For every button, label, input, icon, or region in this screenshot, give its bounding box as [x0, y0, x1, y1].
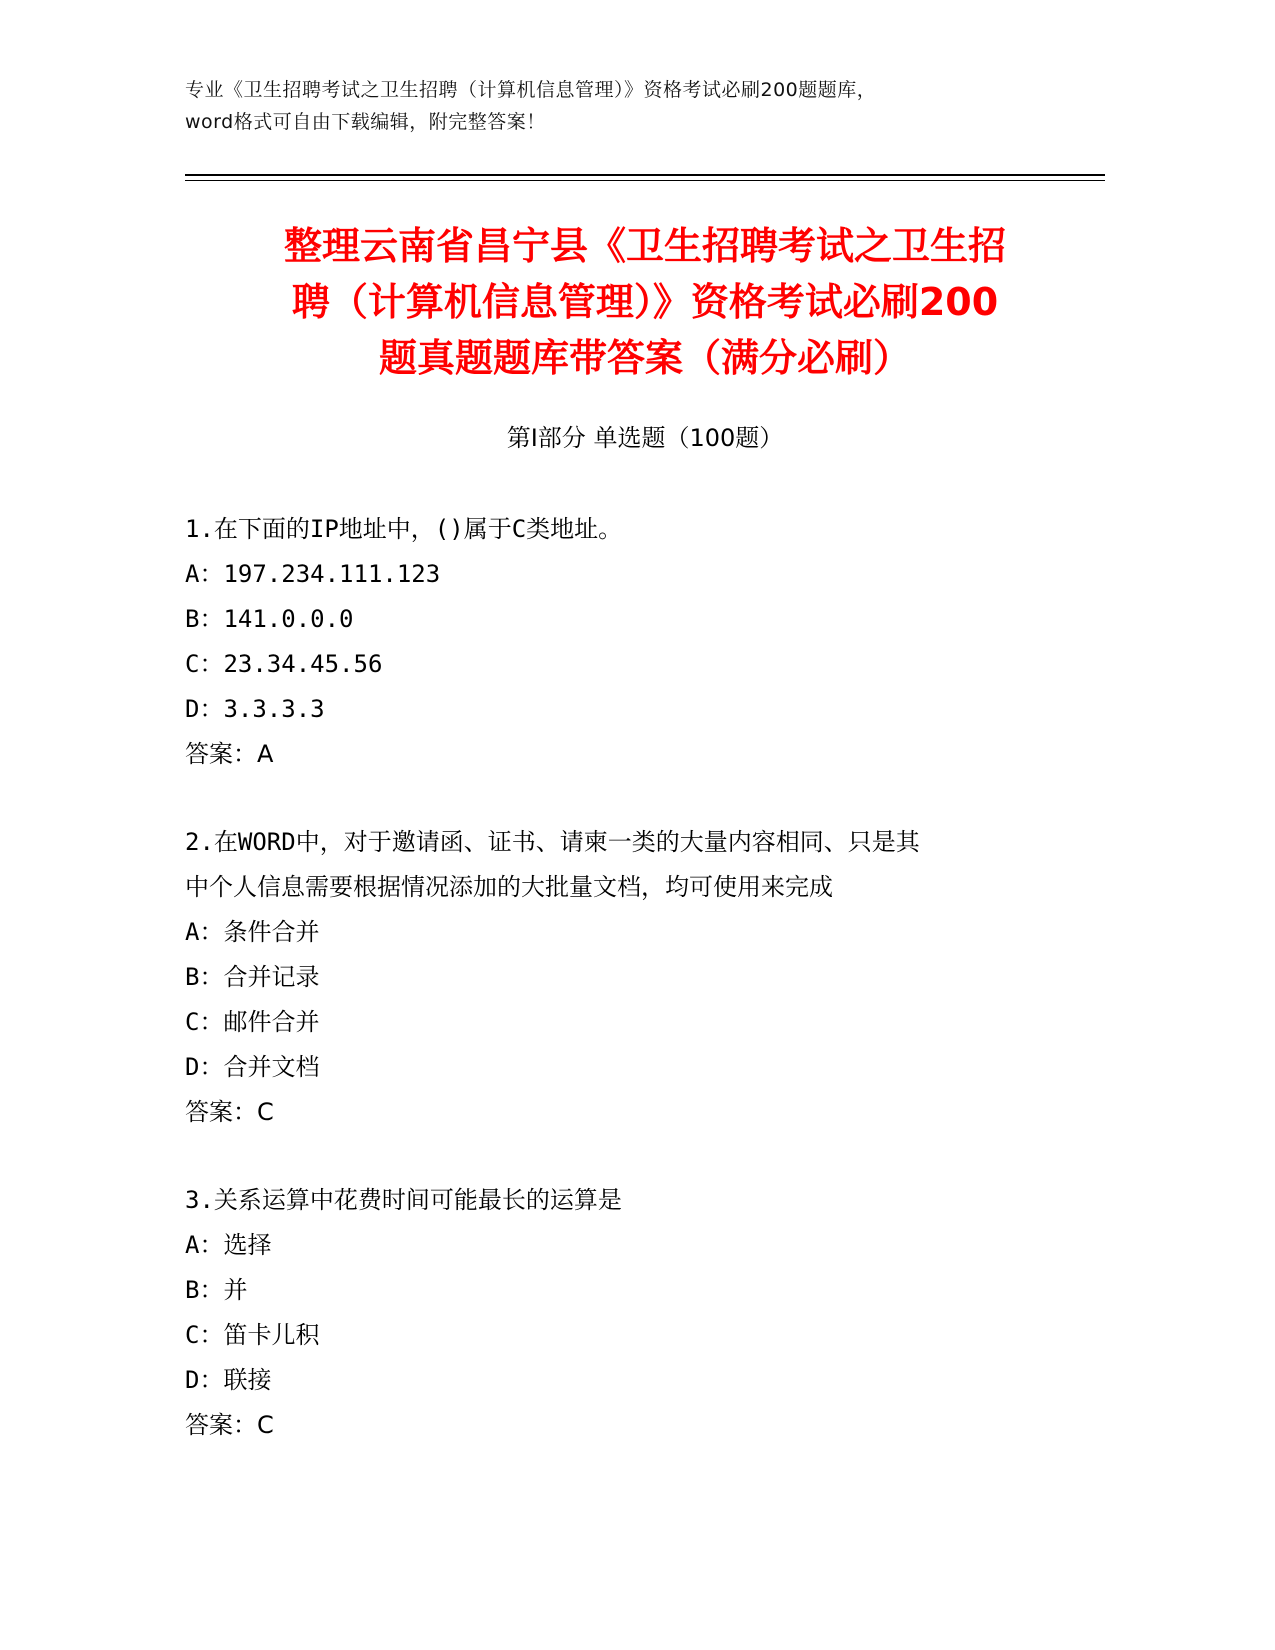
- question-2-option-d: D：合并文档: [185, 1053, 320, 1081]
- question-2-stem-line-2: 中个人信息需要根据情况添加的大批量文档，均可使用来完成: [185, 873, 833, 901]
- question-2-answer: 答案：C: [185, 1098, 274, 1126]
- header-note-line-1: 专业《卫生招聘考试之卫生招聘（计算机信息管理）》资格考试必刷200题题库，: [185, 79, 877, 101]
- question-3-answer: 答案：C: [185, 1411, 274, 1439]
- question-1-option-b: B：141.0.0.0: [185, 605, 354, 633]
- question-3-option-c: C：笛卡儿积: [185, 1321, 320, 1349]
- question-2-option-c: C：邮件合并: [185, 1008, 320, 1036]
- header-divider-thick: [185, 174, 1105, 176]
- question-2-stem-line-1: 2.在WORD中，对于邀请函、证书、请柬一类的大量内容相同、只是其: [185, 828, 920, 856]
- question-2: [185, 820, 1085, 1135]
- question-1-option-d: D：3.3.3.3: [185, 695, 325, 723]
- question-3-option-b: B：并: [185, 1276, 248, 1304]
- document-title-line-2: 聘（计算机信息管理）》资格考试必刷200: [291, 280, 999, 324]
- header-divider-thin: [185, 180, 1105, 181]
- question-3-option-a: A：选择: [185, 1231, 272, 1259]
- question-2-option-b: B：合并记录: [185, 963, 320, 991]
- document-title-line-3: 题真题题库带答案（满分必刷）: [378, 336, 911, 380]
- question-3-option-d: D：联接: [185, 1366, 272, 1394]
- section-heading: 第Ⅰ部分 单选题（100题）: [506, 424, 784, 452]
- question-1-stem: 1.在下面的IP地址中，()属于C类地址。: [185, 515, 623, 543]
- question-1-option-c: C：23.34.45.56: [185, 650, 383, 678]
- question-1-answer: 答案：A: [185, 740, 274, 768]
- question-3: [185, 1178, 1085, 1448]
- header-note: [185, 74, 1105, 138]
- question-2-option-a: A：条件合并: [185, 918, 320, 946]
- question-1-option-a: A：197.234.111.123: [185, 560, 441, 588]
- document-title: [185, 218, 1105, 386]
- question-1: [185, 507, 1085, 777]
- header-note-line-2: word格式可自由下载编辑，附完整答案！: [185, 111, 546, 133]
- document-title-line-1: 整理云南省昌宁县《卫生招聘考试之卫生招: [283, 224, 1006, 268]
- question-list: [185, 507, 1085, 1491]
- question-3-stem: 3.关系运算中花费时间可能最长的运算是: [185, 1186, 622, 1214]
